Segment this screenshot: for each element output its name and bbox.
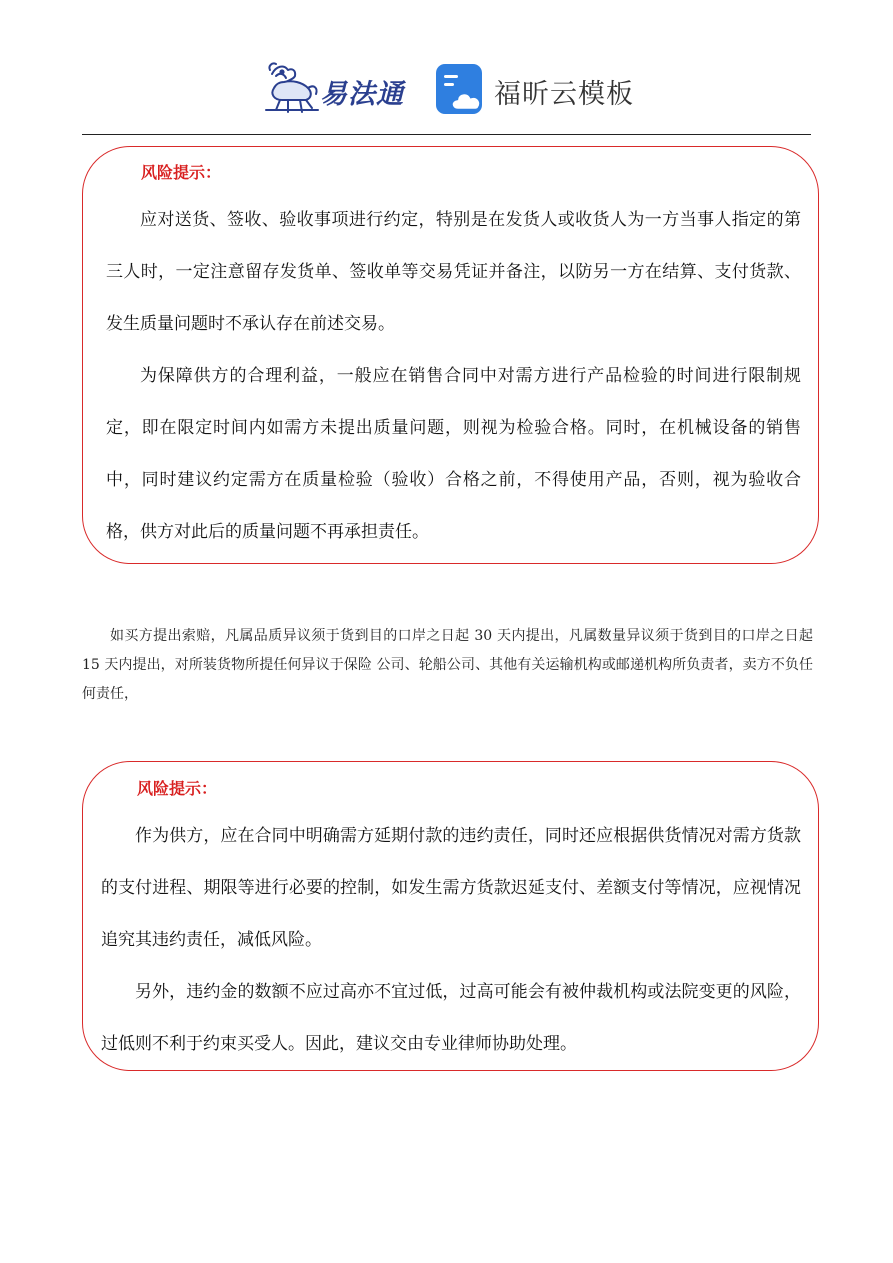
risk-notice-paragraph: 应对送货、签收、验收事项进行约定，特别是在发货人或收货人为一方当事人指定的第三人时，一定注意留存发货单、签收单等交易凭证并备注，以防另一方在结算、支付货款、发生质量问题时不承认存在前述交易。 xyxy=(106,210,801,334)
risk-notice-title: 风险提示： xyxy=(141,163,222,182)
page-header xyxy=(0,58,893,122)
risk-notice-paragraph: 另外，违约金的数额不应过高亦不宜过低，过高可能会有被仲裁机构或法院变更的风险，过低则不利于约束买受人。因此，建议交由专业律师协助处理。 xyxy=(101,982,801,1054)
risk-notice-body xyxy=(101,810,801,1070)
qilin-emblem-icon xyxy=(262,60,322,116)
risk-notice-box xyxy=(82,146,819,564)
risk-notice-body xyxy=(106,194,801,558)
risk-notice-paragraph: 作为供方，应在合同中明确需方延期付款的违约责任，同时还应根据供货情况对需方货款的支付进程、期限等进行必要的控制，如发生需方货款迟延支付、差额支付等情况，应视情况追究其违约责任，减低风险。 xyxy=(101,826,801,950)
fuxin-logo xyxy=(436,64,636,118)
fuxin-brand-text: 福昕云模板 xyxy=(494,79,634,110)
contract-clause-paragraph: 如买方提出索赔，凡属品质异议须于货到目的口岸之日起 30 天内提出，凡属数量异议须于货到目的口岸之日起 15 天内提出，对所装货物所提任何异议于保险 公司、轮船公司、其他有关运输机构或邮递机构所负责者，卖方不负任何责任， xyxy=(82,628,813,702)
cloud-document-icon xyxy=(436,64,488,116)
risk-notice-paragraph: 为保障供方的合理利益，一般应在销售合同中对需方进行产品检验的时间进行限制规定，即在限定时间内如需方未提出质量问题，则视为检验合格。同时，在机械设备的销售中，同时建议约定需方在质量检验（验收）合格之前，不得使用产品，否则，视为验收合格，供方对此后的质量问题不再承担责任。 xyxy=(106,366,801,542)
yifatong-logo xyxy=(262,60,412,116)
yifatong-brand-text: 易法通 xyxy=(320,79,404,110)
header-divider xyxy=(82,134,811,135)
risk-notice-box xyxy=(82,761,819,1071)
risk-notice-title: 风险提示： xyxy=(137,779,218,798)
